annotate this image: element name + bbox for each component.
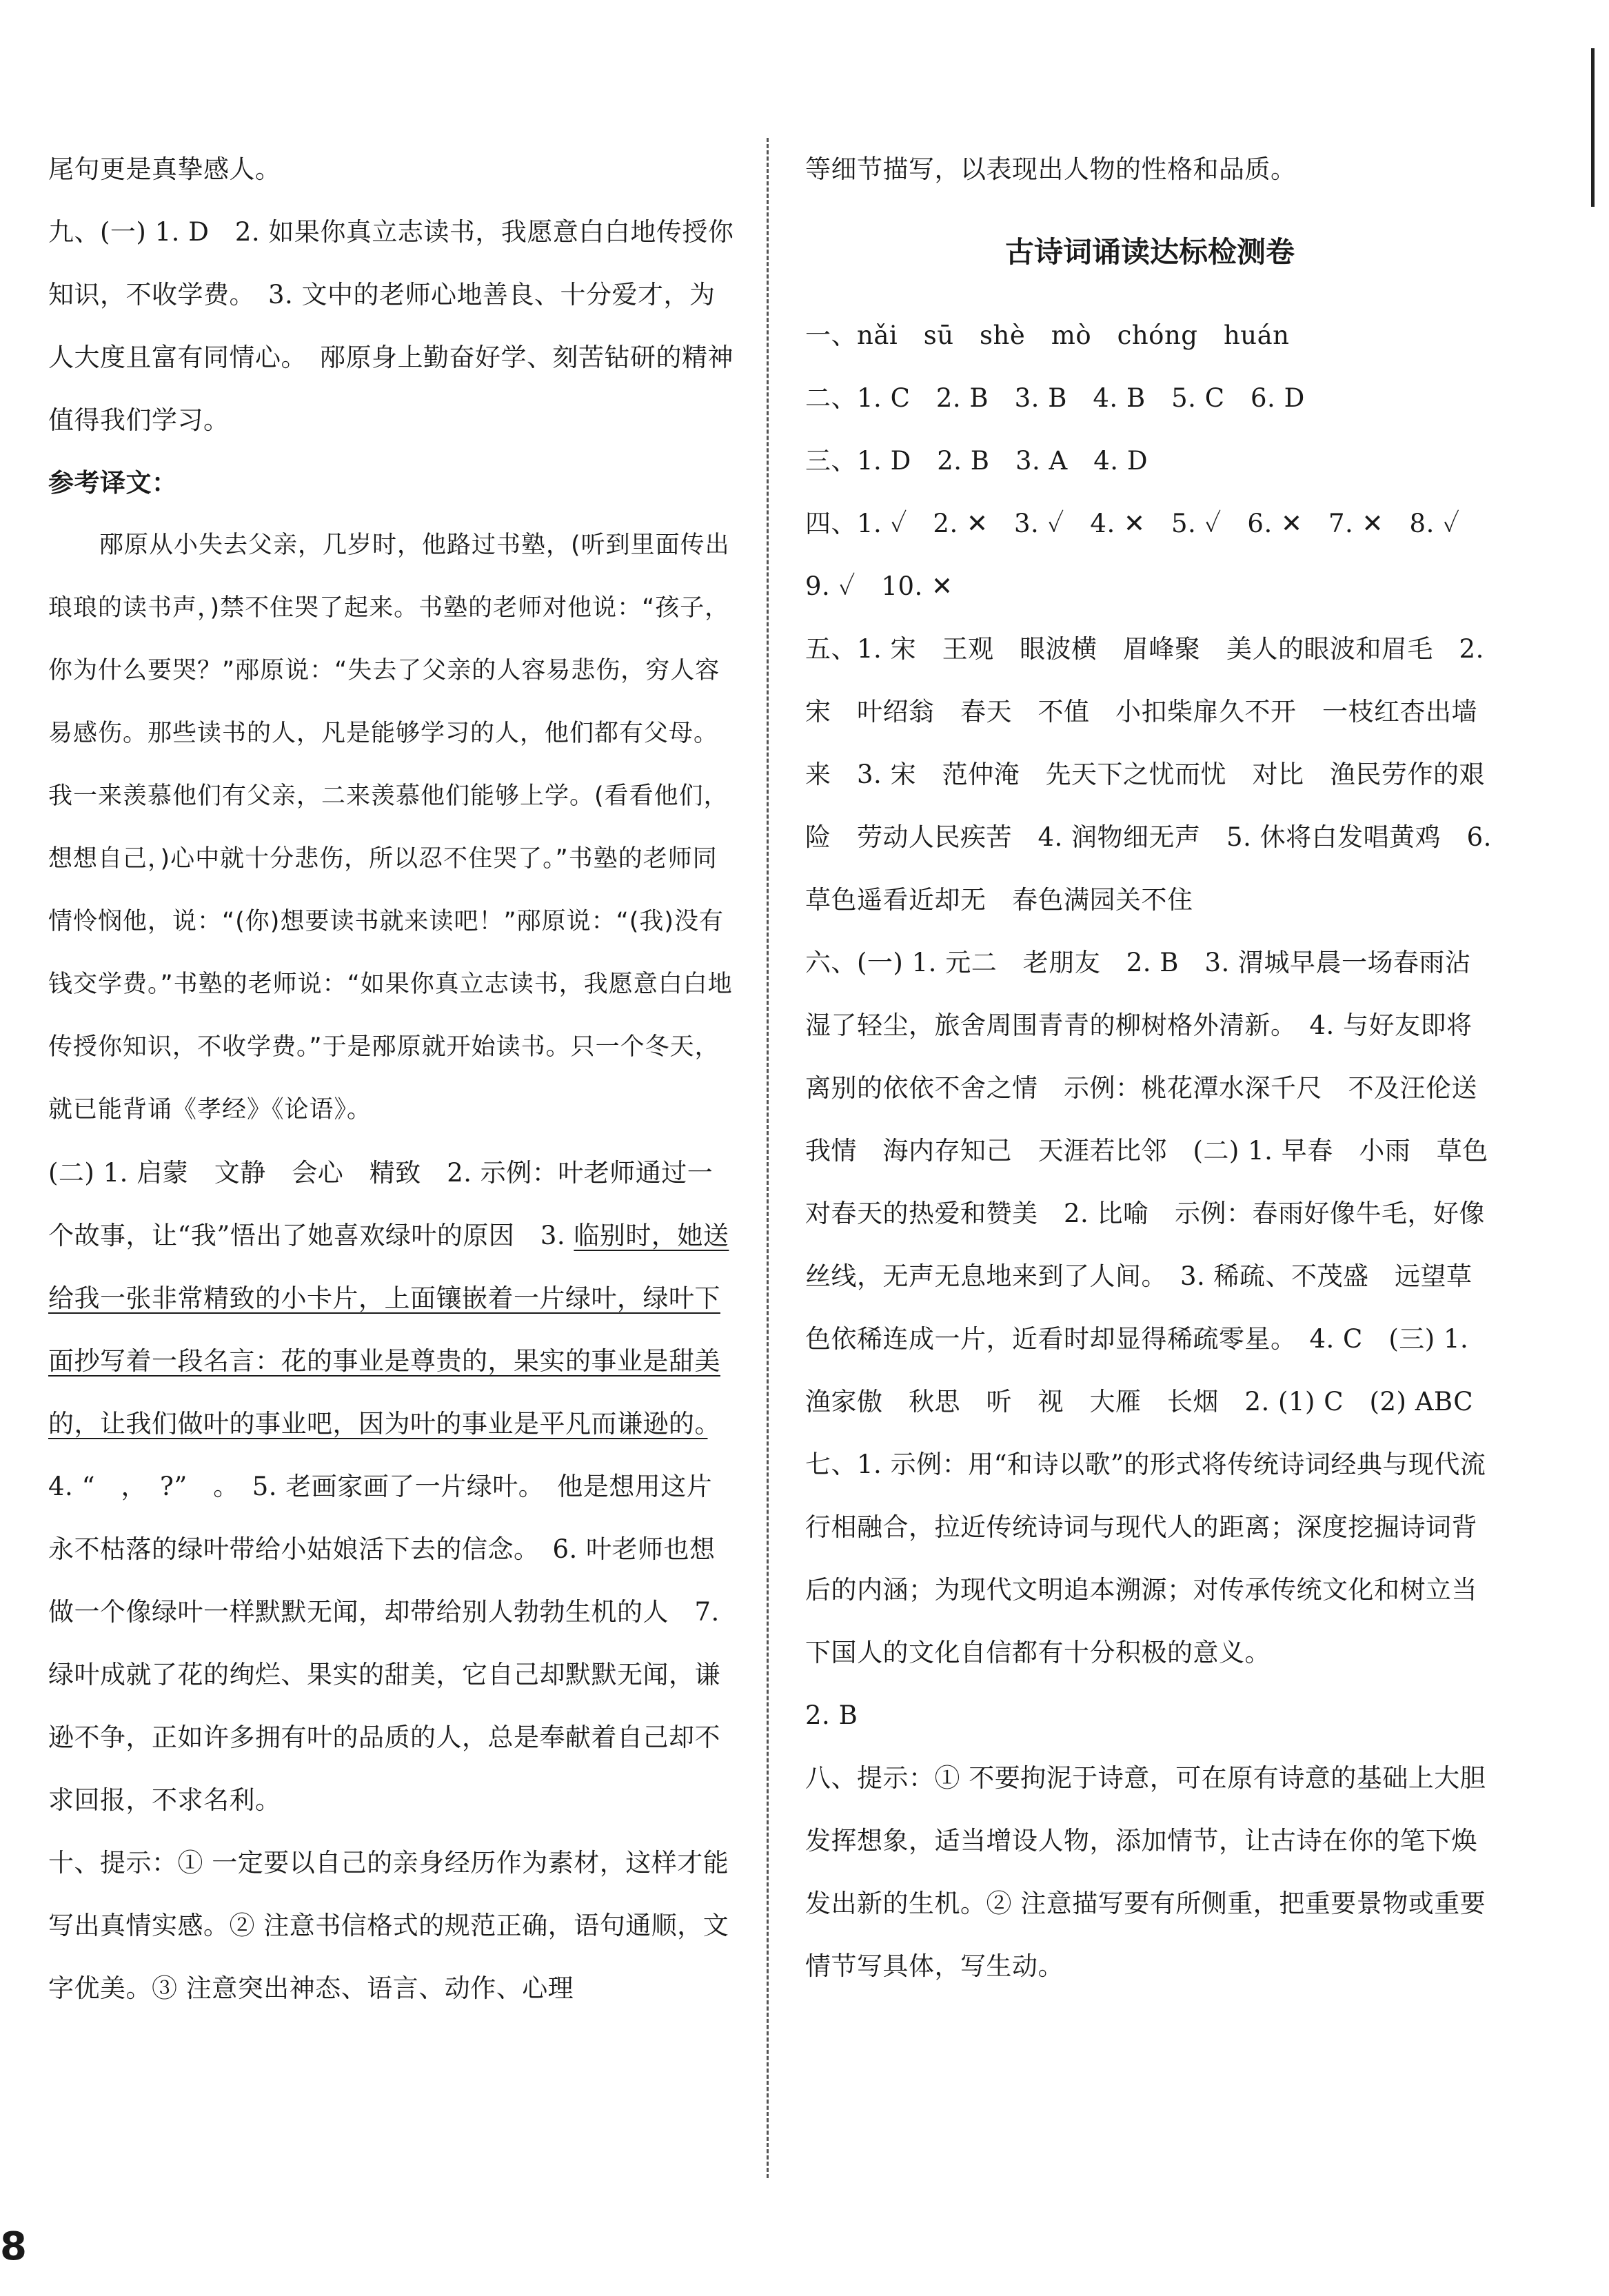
column-divider bbox=[767, 138, 769, 2178]
answer-section-ten: 十、提示：① 一定要以自己的亲身经历作为素材，这样才能写出真情实感。② 注意书信格式的规范正确，语句通顺，文字优美。③ 注意突出神态、语言、动作、心理 bbox=[48, 1848, 729, 2003]
answer-section-eight: 八、提示：① 不要拘泥于诗意，可在原有诗意的基础上大胆发挥想象，适当增设人物，添加情节，让古诗在你的笔下焕发出新的生机。② 注意描写要有所侧重，把重要景物或重要情节写具体，写生动。 bbox=[805, 1763, 1486, 1981]
reference-translation-heading: 参考译文： bbox=[48, 467, 178, 498]
part-two-rest: 4. “ ， ?” 。 5. 老画家画了一片绿叶。 他是想用这片永不枯落的绿叶带给小姑娘活下去的信念。 6. 叶老师也想做一个像绿叶一样默默无闻，却带给别人勃勃生机的人 7. 绿叶成就了花的绚烂、果实的甜美，它自己却默默无闻，谦逊不争，正如许多拥有叶的品质的人，总是奉献着自己却不求回报，不求名利。 bbox=[48, 1409, 733, 1815]
left-column bbox=[48, 138, 738, 2020]
answer-continuation: 等细节描写，以表现出人物的性格和品质。 bbox=[805, 154, 1297, 184]
answer-section-one: 一、nǎi sū shè mò chóng huán bbox=[805, 321, 1290, 350]
answer-para-closing: 尾句更是真挚感人。 bbox=[48, 154, 281, 184]
edge-binding-mark bbox=[1591, 48, 1595, 207]
right-column bbox=[805, 138, 1515, 1998]
answer-section-six: 六、(一) 1. 元二 老朋友 2. B 3. 渭城早晨一场春雨沾湿了轻尘，旅舍周围青青的柳树格外清新。 4. 与好友即将离别的依依不舍之情 示例：桃花潭水深千尺 不及汪伦送我情 海内存知己 天涯若比邻 (二) 1. 早春 小雨 草色 对春天的热爱和赞美 2. 比喻 示例：春雨好像牛毛，好像丝线，无声无息地来到了人间。 3. 稀疏、不茂盛 远望草色依稀连成一片，近看时却显得稀疏零星。 4. C (三) 1. 渔家傲 秋思 听 视 大雁 长烟 2. (1) C (2) ABC bbox=[805, 948, 1515, 1416]
answer-section-seven: 七、1. 示例：用“和诗以歌”的形式将传统诗词经典与现代流行相融合，拉近传统诗词与现代人的距离；深度挖掘诗词背后的内涵；为现代文明追本溯源；对传承传统文化和树立当下国人的文化自信都有十分积极的意义。 bbox=[805, 1450, 1486, 1667]
answer-section-four: 四、1. ✓ 2. ✕ 3. ✓ 4. ✕ 5. ✓ 6. ✕ 7. ✕ 8. ✓ 9. ✓ 10. ✕ bbox=[805, 509, 1486, 601]
section-title: 古诗词诵读达标检测卷 bbox=[1004, 235, 1295, 269]
answer-section-three: 三、1. D 2. B 3. A 4. D bbox=[805, 446, 1148, 476]
answer-section-nine-part-two bbox=[48, 1141, 738, 1831]
underlined-quote: 临别时，她送给我一张非常精致的小卡片，上面镶嵌着一片绿叶，绿叶下面抄写着一段名言：花的事业是尊贵的，果实的事业是甜美的，让我们做叶的事业吧，因为叶的事业是平凡而谦逊的。 bbox=[48, 1221, 729, 1439]
answer-section-two: 二、1. C 2. B 3. B 4. B 5. C 6. D bbox=[805, 383, 1305, 413]
page-number: 8 bbox=[0, 2224, 27, 2269]
answer-section-seven-part-two: 2. B bbox=[805, 1700, 858, 1730]
answer-section-nine: 九、(一) 1. D 2. 如果你真立志读书，我愿意白白地传授你知识，不收学费。 3. 文中的老师心地善良、十分爱才，为人大度且富有同情心。 邴原身上勤奋好学、刻苦钻研的精神值得我们学习。 bbox=[48, 217, 734, 435]
answer-section-five: 五、1. 宋 王观 眼波横 眉峰聚 美人的眼波和眉毛 2. 宋 叶绍翁 春天 不值 小扣柴扉久不开 一枝红杏出墙来 3. 宋 范仲淹 先天下之忧而忧 对比 渔民劳作的艰险 劳动人民疾苦 4. 润物细无声 5. 休将白发唱黄鸡 6. 草色遥看近却无 春色满园关不住 bbox=[805, 634, 1492, 915]
part-two-intro: (二) 1. 启蒙 文静 会心 精致 2. 示例：叶老师通过一个故事，让“我”悟出了她喜欢绿叶的原因 3. bbox=[48, 1158, 714, 1250]
reference-translation-text: 邴原从小失去父亲，几岁时，他路过书塾，(听到里面传出琅琅的读书声，)禁不住哭了起来。书塾的老师对他说：“孩子，你为什么要哭？”邴原说：“失去了父亲的人容易悲伤，穷人容易感伤。那些读书的人，凡是能够学习的人，他们都有父母。我一来羡慕他们有父亲，二来羡慕他们能够上学。(看看他们，想想自己，)心中就十分悲伤，所以忍不住哭了。”书塾的老师同情怜悯他，说：“(你)想要读书就来读吧！”邴原说：“(我)没有钱交学费。”书塾的老师说：“如果你真立志读书，我愿意白白地传授你知识，不收学费。”于是邴原就开始读书。只一个冬天，就已能背诵《孝经》《论语》。 bbox=[48, 531, 733, 1124]
